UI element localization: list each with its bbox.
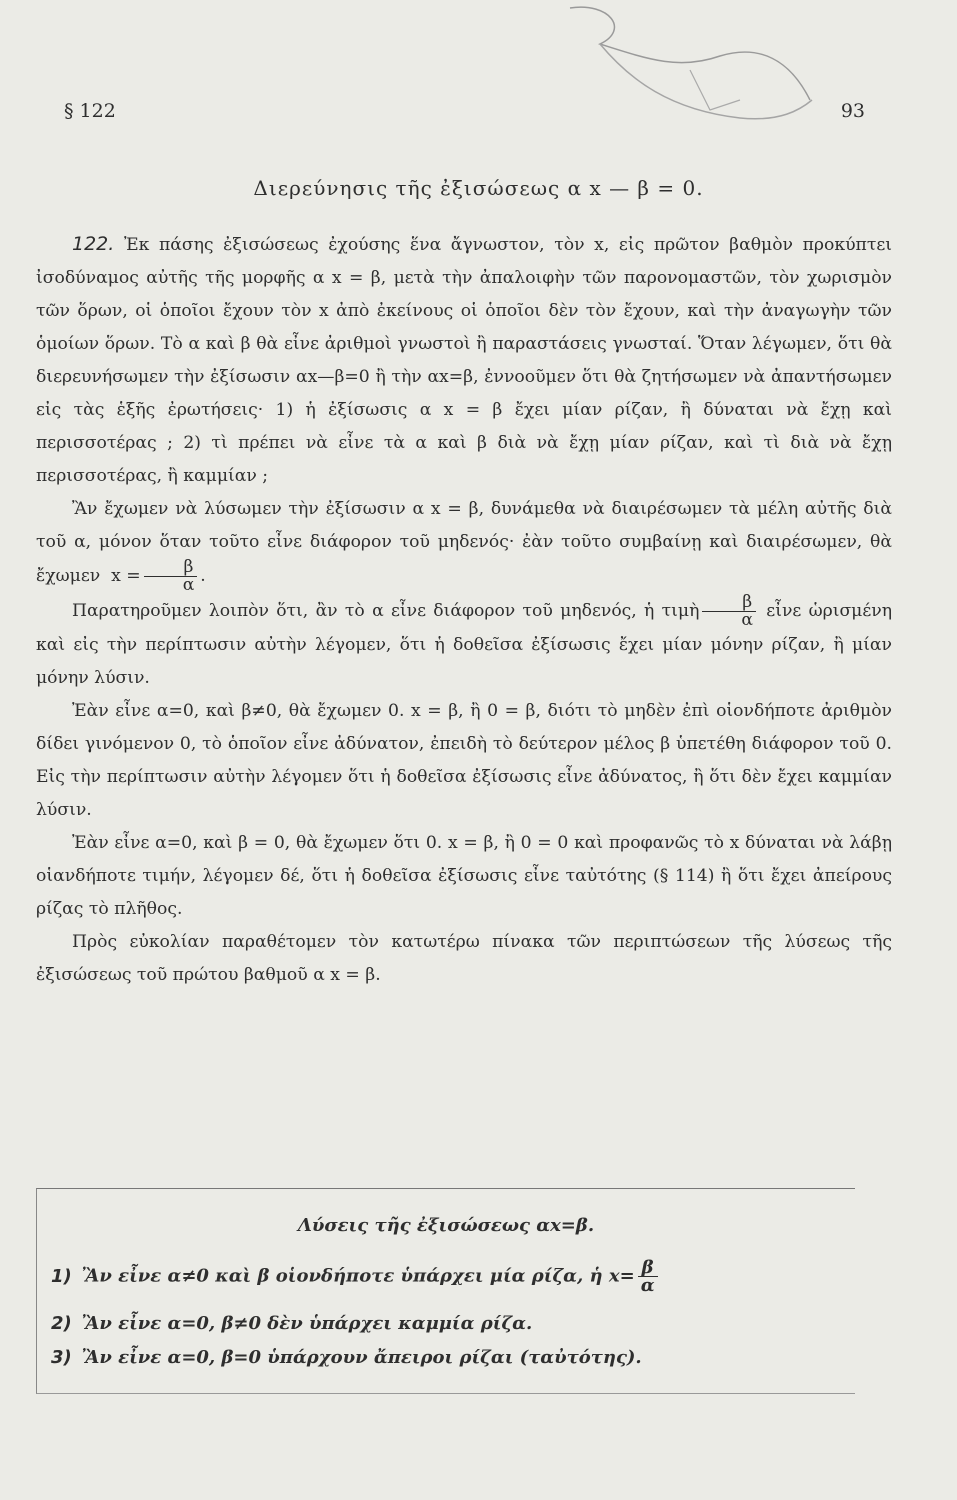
fraction-b-over-a bbox=[144, 559, 198, 594]
solutions-table bbox=[36, 1188, 855, 1394]
fraction-numerator: β bbox=[702, 594, 756, 612]
row-number: 3) bbox=[51, 1347, 72, 1368]
fraction-b-over-a bbox=[702, 594, 756, 629]
paragraph-4: Ἐὰν εἶνε α=0, καὶ β≠0, θὰ ἔχωμεν 0. x = β, ἢ 0 = β, διότι τὸ μηδὲν ἐπὶ οἱονδήποτε ἀριθμὸν δίδει γινόμενον 0, τὸ ὁποῖον εἶνε ἀδύνατον, ἐπειδὴ τὸ δεύτερον μέλος β ὑπετέθη διάφορον τοῦ 0. Εἰς τὴν περίπτωσιν αὐτὴν λέγομεν ὅτι ἡ δοθεῖσα ἐξίσωσις εἶνε ἀδύνατος, ἢ ὅτι δὲν ἔχει καμμίαν λύσιν. bbox=[36, 701, 892, 820]
row-number: 1) bbox=[51, 1265, 72, 1287]
page-header bbox=[64, 100, 865, 134]
paragraph-1 bbox=[36, 228, 892, 493]
paragraph-5: Ἐὰν εἶνε α=0, καὶ β = 0, θὰ ἔχωμεν ὅτι 0. x = β, ἢ 0 = 0 καὶ προφανῶς τὸ x δύναται νὰ λάβῃ οἱανδήποτε τιμήν, λέγομεν δέ, ὅτι ἡ δοθεῖσα ἐξίσωσις εἶνε ταὐτότης (§ 114) ἢ ὅτι ἔχει ἀπείρους ρίζας τὸ πλῆθος. bbox=[36, 833, 892, 919]
section-title: Διερεύνησις τῆς ἐξισώσεως α x — β = 0. bbox=[253, 176, 704, 200]
table-row bbox=[51, 1347, 642, 1368]
row-text: Ἂν εἶνε α=0, β=0 ὑπάρχουν ἄπειροι ρίζαι (ταὐτότης). bbox=[81, 1347, 642, 1368]
table-title: Λύσεις τῆς ἐξισώσεως αx=β. bbox=[297, 1215, 595, 1236]
pencil-sketch bbox=[540, 0, 840, 160]
table-row bbox=[51, 1313, 532, 1334]
fraction-denominator: α bbox=[182, 575, 195, 595]
row-number: 2) bbox=[51, 1313, 72, 1334]
paragraph-2-text: Ἂν ἔχωμεν νὰ λύσωμεν τὴν ἐξίσωσιν α x = β, δυνάμεθα νὰ διαιρέσωμεν τὰ μέλη αὐτῆς διὰ τοῦ α, μόνον ὅταν τοῦτο εἶνε διάφορον τοῦ μηδενός· ἐὰν τοῦτο συμβαίνῃ καὶ διαιρέσωμεν, θὰ ἔχωμεν bbox=[36, 499, 892, 586]
row-text: Ἂν εἶνε α≠0 καὶ β οἱονδήποτε ὑπάρχει μία ρίζα, ἡ x= bbox=[81, 1265, 635, 1287]
page-number: 93 bbox=[840, 100, 865, 122]
paragraph-6: Πρὸς εὐκολίαν παραθέτομεν τὸν κατωτέρω πίνακα τῶν περιπτώσεων τῆς λύσεως τῆς ἐξισώσεως τοῦ πρώτου βαθμοῦ α x = β. bbox=[36, 932, 892, 985]
table-row bbox=[51, 1259, 661, 1294]
section-number: § 122 bbox=[64, 100, 116, 122]
fraction-b-over-a bbox=[638, 1259, 658, 1294]
fraction-numerator: β bbox=[638, 1259, 658, 1277]
row-text: Ἂν εἶνε α=0, β≠0 δὲν ὑπάρχει καμμία ρίζα. bbox=[81, 1313, 533, 1334]
paragraph-3-text-b: εἶνε ὡρισμένη καὶ εἰς τὴν περίπτωσιν αὐτὴν λέγομεν, ὅτι ἡ δοθεῖσα ἐξίσωσις ἔχει μίαν μόνην ρίζαν, ἢ μίαν μόνην λύσιν. bbox=[36, 601, 893, 688]
body-text bbox=[36, 228, 892, 992]
fraction-denominator: α bbox=[741, 610, 753, 630]
fraction-numerator: β bbox=[144, 559, 198, 577]
paragraph-3 bbox=[36, 594, 892, 695]
period: . bbox=[200, 566, 206, 586]
paragraph-1-text: Ἐκ πάσης ἐξισώσεως ἐχούσης ἕνα ἄγνωστον, τὸν x, εἰς πρῶτον βαθμὸν προκύπτει ἰσοδύναμος αὐτῆς τῆς μορφῆς α x = β, μετὰ τὴν ἀπαλοιφὴν τῶν παρονομαστῶν, τὸν χωρισμὸν τῶν ὅρων, οἱ ὁποῖοι ἔχουν τὸν x ἀπὸ ἐκείνους οἱ ὁποῖοι δὲν τὸν ἔχουν, καὶ τὴν ἀναγωγὴν τῶν ὁμοίων ὅρων. Τὸ α καὶ β θὰ εἶνε ἀριθμοὶ γνωστοὶ ἢ παραστάσεις γνωσταί. Ὅταν λέγωμεν, ὅτι θὰ διερευνήσωμεν τὴν ἐξίσωσιν αx—β=0 ἢ τὴν αx=β, ἐννοοῦμεν ὅτι θὰ ζητήσωμεν νὰ ἀπαντήσωμεν εἰς τὰς ἑξῆς ἐρωτήσεις· 1) ἡ ἐξίσωσις α x = β ἔχει μίαν ρίζαν, ἢ δύναται νὰ ἔχῃ καὶ περισσοτέρας ; 2) τὶ πρέπει νὰ εἶνε τὰ α καὶ β διὰ νὰ ἔχῃ μίαν ρίζαν, καὶ τὶ διὰ νὰ ἔχῃ περισσοτέρας, ἢ καμμίαν ; bbox=[36, 235, 893, 486]
paragraph-3-text-a: Παρατηροῦμεν λοιπὸν ὅτι, ἂν τὸ α εἶνε διάφορον τοῦ μηδενός, ἡ τιμὴ bbox=[72, 601, 700, 621]
paragraph-2 bbox=[36, 493, 892, 594]
fraction-denominator: α bbox=[640, 1275, 655, 1296]
equation-lhs: x = bbox=[111, 566, 141, 586]
paragraph-number: 122. bbox=[72, 233, 115, 255]
